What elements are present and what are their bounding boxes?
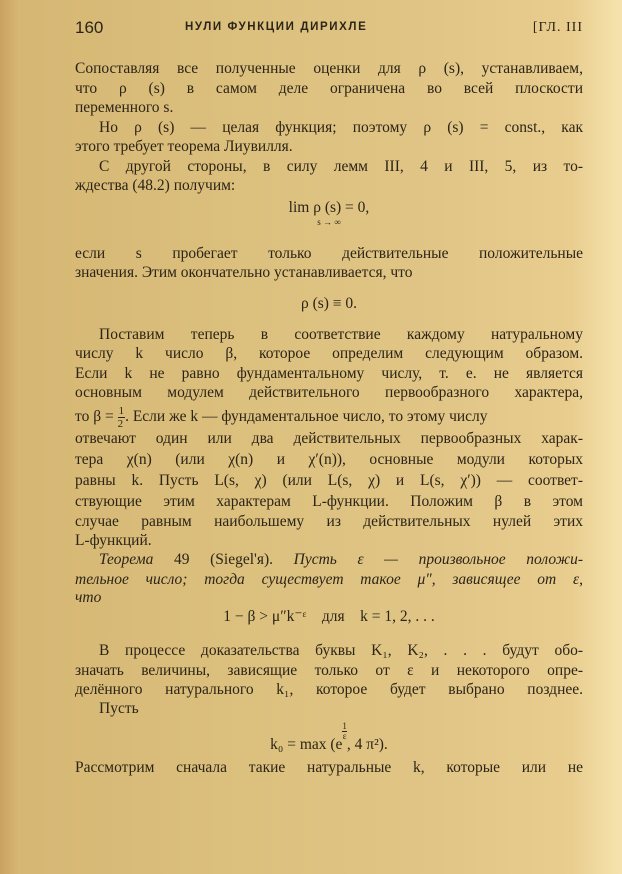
equation-fragment: k₀ = max (e — [270, 736, 343, 753]
exponent-denominator: ε — [342, 731, 347, 741]
equation-fragment: , 4 π²). — [346, 736, 388, 753]
fraction-numerator: 1 — [118, 405, 125, 417]
text-line: Поставим теперь в соответствие каждому натуральному — [99, 326, 583, 343]
text-line: основным модулем действительного первообразного характера, — [75, 384, 583, 401]
text-line: тера χ(n) (или χ(n) и χ′(n)), основные модули которых — [75, 451, 583, 468]
theorem-text-line: что — [75, 589, 102, 606]
text-line: Рассмотрим сначала такие натуральные k, которые или не — [75, 759, 583, 776]
equation-k0 — [75, 722, 583, 754]
text-line: случае равным наибольшему из действительных нулей этих — [75, 513, 583, 530]
text-line-fraction — [75, 405, 583, 430]
text-line: отвечают один или два действительных первообразных харак- — [75, 430, 583, 447]
theorem-text: Пусть ε — произвольное положи- — [293, 551, 584, 568]
equation-identity: ρ (s) ≡ 0. — [300, 295, 358, 312]
text-line: числу k число β, которое определим следующим образом. — [75, 345, 583, 362]
text-line: равны k. Пусть L(s, χ) (или L(s, χ) и L(s, χ′)) — соответ- — [75, 472, 583, 489]
theorem-number: 49 — [174, 551, 190, 568]
text-line: делённого натурального k₁, которое будет выбрано позднее. — [75, 681, 583, 698]
text-line: что ρ (s) в самом деле ограничена во всей плоскости — [75, 80, 583, 97]
limit-expression — [289, 201, 370, 229]
text-fragment: то β = — [75, 408, 114, 426]
text-line: этого требует теорема Лиувилля. — [75, 138, 293, 155]
theorem-statement — [75, 551, 583, 569]
text-line: Сопоставляя все полученные оценки для ρ (s), устанавливаем, — [75, 60, 583, 77]
text-line: ствующие этим характерам L-функции. Положим β в этом — [75, 493, 583, 510]
text-line: ждества (48.2) получим: — [75, 177, 236, 194]
fraction-one-half — [118, 405, 126, 430]
page-header — [75, 18, 583, 40]
text-line: Если k не равно фундаментальному числу, т. е. не является — [75, 365, 583, 382]
limit-main: lim ρ (s) = 0, — [288, 199, 370, 216]
text-line: значать величины, зависящие только от ε и некоторого опре- — [75, 662, 583, 679]
text-fragment: . Если же k — фундаментальное число, то этому числу — [125, 408, 488, 426]
page-number: 160 — [75, 18, 104, 37]
text-line: Но ρ (s) — целая функция; поэтому ρ (s) = const., как — [99, 119, 583, 136]
text-line: Пусть — [99, 700, 139, 717]
fraction-denominator: 2 — [117, 418, 124, 430]
theorem-label: Теорема — [99, 551, 154, 568]
text-line: С другой стороны, в силу лемм III, 4 и III, 5, из то- — [99, 158, 583, 175]
chapter-label: [ГЛ. III — [532, 20, 583, 35]
equation-limit — [75, 201, 583, 229]
theorem-attribution: (Siegel'я). — [210, 551, 273, 568]
text-line: переменного s. — [75, 99, 174, 116]
text-line: В процессе доказательства буквы K₁, K₂, . . . будут обо- — [99, 642, 583, 659]
limit-subscript: s → ∞ — [317, 217, 341, 227]
equation-siegel: 1 − β > μ″k⁻ᵋ для k = 1, 2, . . . — [223, 608, 435, 625]
text-line: значения. Этим окончательно устанавливается, что — [75, 264, 413, 281]
exponent-numerator: 1 — [342, 721, 347, 731]
theorem-text-line: тельное число; тогда существует такое μ″, зависящее от ε, — [75, 571, 583, 588]
text-line: если s пробегает только действительные положительные — [75, 245, 583, 262]
running-title: НУЛИ ФУНКЦИИ ДИРИХЛЕ — [185, 21, 368, 33]
text-line: L-функций. — [75, 532, 152, 549]
